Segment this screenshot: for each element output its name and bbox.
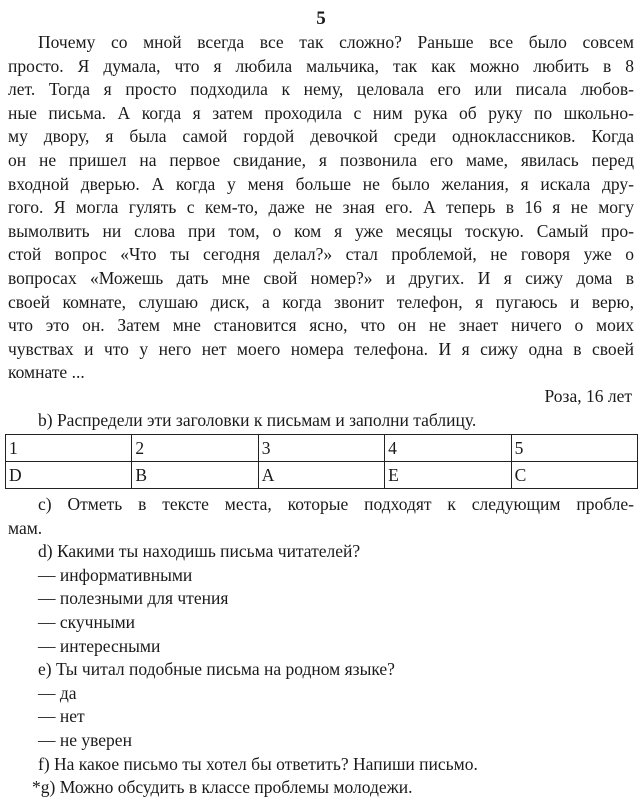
table-cell: 3 <box>258 435 384 462</box>
table-cell: C <box>511 462 637 489</box>
table-row <box>6 462 638 489</box>
table-cell: E <box>385 462 511 489</box>
page-number: 5 <box>316 8 326 29</box>
letter-line: он не пришел на первое свидание, я позвонила его маме, явилась перед <box>8 149 634 170</box>
table-cell: D <box>6 462 132 489</box>
table-cell: 4 <box>385 435 511 462</box>
letter-text <box>8 31 634 385</box>
task-e: e) Ты читал подобные письма на родном языке? <box>38 659 395 680</box>
letter-line: чувствах и что у него нет моего номера телефона. И я сижу одна в своей <box>8 338 634 359</box>
answer-table <box>5 434 638 489</box>
letter-line: вымолвить ни слова при том, о ком я уже месяцы тоскую. Самый про- <box>8 220 634 241</box>
option-item: — полезными для чтения <box>38 588 229 609</box>
option-item: — да <box>38 682 77 703</box>
task-c-cont: мам. <box>8 517 43 538</box>
option-item: — интересными <box>38 635 161 656</box>
letter-line: лет. Тогда я просто подходила к нему, целовала его или писала любов- <box>8 79 634 100</box>
table-header-row <box>6 435 638 462</box>
letter-line: просто. Я думала, что я любила мальчика, так как можно любить в 8 <box>8 55 634 76</box>
letter-line: что это он. Затем мне становится ясно, что он не знает ничего о моих <box>8 315 634 336</box>
task-f: f) На какое письмо ты хотел бы ответить? Напиши письмо. <box>38 753 478 774</box>
letter-line: стой вопрос «Что ты сегодня делал?» стал проблемой, не говоря уже о <box>8 244 634 265</box>
task-b: b) Распредели эти заголовки к письмам и заполни таблицу. <box>38 409 477 430</box>
letter-line: входной дверью. А когда у меня больше не было желания, я искала дру- <box>8 173 634 194</box>
letter-line: му двору, я была самой гордой девочкой среди одноклассников. Когда <box>8 126 634 147</box>
table-cell: 1 <box>6 435 132 462</box>
task-g: *g) Можно обсудить в классе проблемы молодежи. <box>32 777 413 798</box>
table-cell: 2 <box>132 435 258 462</box>
table-cell: 5 <box>511 435 637 462</box>
task-d: d) Какими ты находишь письма читателей? <box>38 541 361 562</box>
option-item: — скучными <box>38 612 136 633</box>
option-item: — не уверен <box>38 730 132 751</box>
letter-line: гого. Я могла гулять с кем-то, даже не зная его. А теперь в 16 я не могу <box>8 197 634 218</box>
letter-signature: Роза, 16 лет <box>544 385 632 406</box>
table-cell: A <box>258 462 384 489</box>
letter-line: своей комнате, слушаю диск, а когда звонит телефон, я пугаюсь и верю, <box>8 291 634 312</box>
letter-line: Почему со мной всегда все так сложно? Раньше все было совсем <box>38 32 634 52</box>
option-item: — информативными <box>38 564 193 585</box>
letter-line: комнате ... <box>8 362 85 383</box>
letter-line: вопросах «Можешь дать мне свой номер?» и других. И я сижу дома в <box>8 267 634 288</box>
letter-line: ные письма. А когда я затем проходила с ним рука об руку по школьно- <box>8 102 634 123</box>
task-c: c) Отметь в тексте места, которые подходят к следующим пробле- <box>38 494 634 515</box>
option-item: — нет <box>38 706 85 727</box>
table-cell: B <box>132 462 258 489</box>
